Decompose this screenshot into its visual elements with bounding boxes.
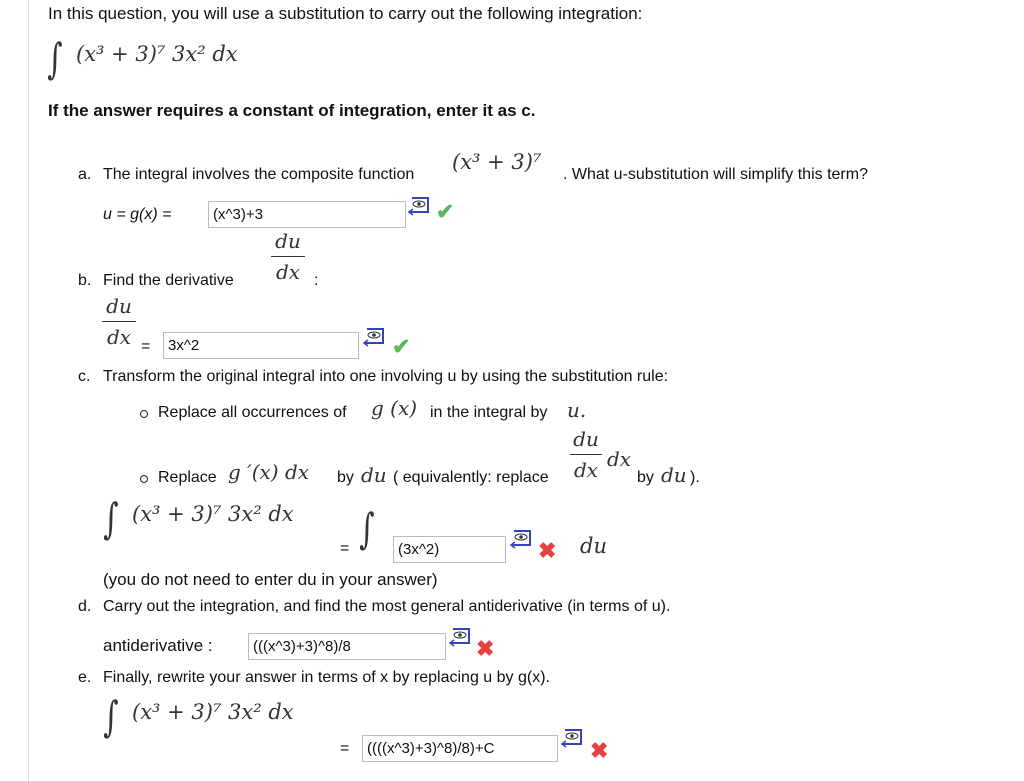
part-d-marker: d.	[78, 598, 92, 615]
final-answer-input[interactable]: ((((x^3)+3)^8)/8)+C	[362, 735, 558, 762]
bullet	[140, 475, 148, 483]
bullet2-pre: Replace	[158, 469, 217, 486]
derivative-input[interactable]: 3x^2	[163, 332, 359, 359]
preview-eye-icon[interactable]	[406, 196, 432, 218]
composite-function: (x³ + 3)⁷	[452, 150, 542, 174]
by: by	[337, 469, 354, 486]
integrand: (x³ + 3)⁷ 3x² dx	[76, 42, 238, 66]
equivalently: ( equivalently: replace	[393, 469, 549, 486]
integrand-u-input[interactable]: (3x^2)	[393, 536, 506, 563]
u-input[interactable]: (x^3)+3	[208, 201, 406, 228]
left-border	[28, 0, 29, 781]
part-a-marker: a.	[78, 166, 92, 183]
incorrect-x-icon: ✖	[476, 636, 495, 661]
constant-note: If the answer requires a constant of integration, enter it as c.	[48, 101, 536, 120]
antiderivative-input[interactable]: (((x^3)+3)^8)/8	[248, 633, 446, 660]
close-paren: ).	[690, 469, 700, 486]
preview-eye-icon[interactable]	[447, 627, 473, 649]
du: du	[275, 229, 301, 253]
intro-text: In this question, you will use a substitution to carry out the following integration:	[48, 4, 643, 23]
part-c-text: Transform the original integral into one involving u by using the substitution rule:	[103, 368, 669, 385]
incorrect-x-icon: ✖	[590, 738, 609, 763]
integral-sign: ∫	[103, 692, 119, 741]
part-e-text: Finally, rewrite your answer in terms of x by replacing u by g(x).	[103, 669, 550, 686]
equals: =	[340, 540, 350, 557]
integral-sign: ∫	[359, 504, 375, 553]
preview-eye-icon[interactable]	[559, 728, 585, 750]
by2: by	[637, 469, 654, 486]
du: du	[106, 294, 132, 318]
part-a-text: The integral involves the composite function	[103, 166, 415, 183]
du-dx-fraction	[271, 229, 305, 284]
u-symbol: u.	[567, 398, 587, 422]
preview-eye-icon[interactable]	[508, 529, 534, 551]
dx: dx	[106, 325, 132, 349]
du-dx-fraction-2	[102, 294, 136, 349]
correct-check-icon: ✔	[392, 334, 411, 359]
part-b-text: Find the derivative	[103, 272, 234, 289]
bullet1-pre: Replace all occurrences of	[158, 404, 347, 421]
integral-sign: ∫	[103, 494, 119, 543]
u-label: u = g(x) =	[103, 206, 172, 223]
correct-check-icon: ✔	[436, 199, 455, 224]
integrand: (x³ + 3)⁷ 3x² dx	[132, 502, 294, 526]
du: du	[361, 463, 387, 487]
g-of-x: g (x)	[371, 396, 418, 420]
dx: dx	[275, 260, 301, 284]
colon: :	[314, 272, 319, 289]
equals: =	[340, 740, 350, 757]
part-a-text2: . What u-substitution will simplify this term?	[563, 166, 868, 183]
integral-sign: ∫	[47, 34, 63, 83]
antiderivative-label: antiderivative :	[103, 636, 213, 655]
du: du	[661, 463, 687, 487]
part-c-marker: c.	[78, 368, 91, 385]
part-e-marker: e.	[78, 669, 92, 686]
integrand: (x³ + 3)⁷ 3x² dx	[132, 700, 294, 724]
dx: dx	[607, 447, 632, 471]
du: du	[573, 427, 599, 451]
du-note: (you do not need to enter du in your answer)	[103, 570, 438, 589]
du-dx-fraction-3	[570, 427, 602, 482]
equals: =	[141, 338, 151, 355]
bullet1-post: in the integral by	[430, 404, 548, 421]
incorrect-x-icon: ✖	[538, 538, 557, 563]
preview-eye-icon[interactable]	[361, 327, 387, 349]
du-suffix: du	[580, 534, 607, 558]
part-b-marker: b.	[78, 272, 92, 289]
g-prime-dx: g ′(x) dx	[228, 460, 310, 484]
bullet	[140, 410, 148, 418]
dx: dx	[573, 458, 599, 482]
part-d-text: Carry out the integration, and find the most general antiderivative (in terms of u).	[103, 598, 671, 615]
